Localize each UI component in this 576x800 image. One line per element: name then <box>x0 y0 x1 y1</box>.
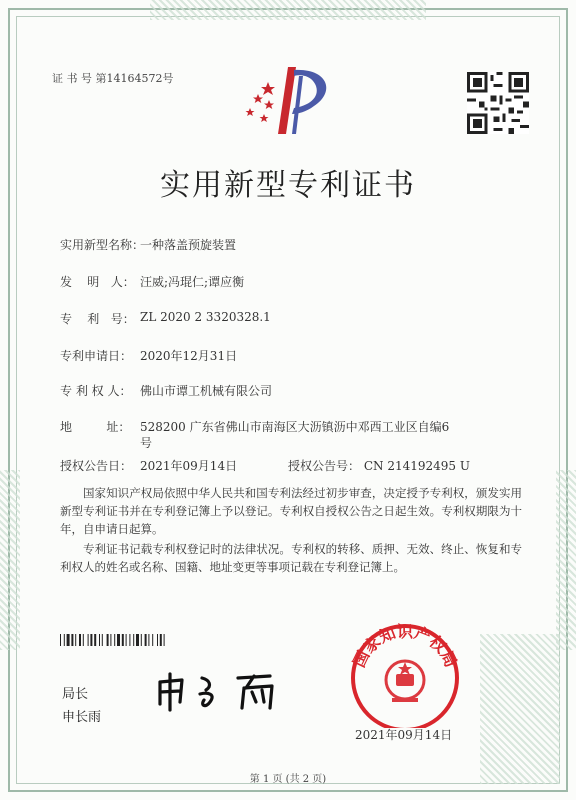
seal-text: 国家知识产权局 <box>349 622 461 671</box>
inventor-value: 汪威;冯琨仁;谭应衡 <box>140 275 245 289</box>
seal-date: 2021年09月14日 <box>355 728 453 742</box>
address-row <box>60 418 450 435</box>
certificate-number: 证 书 号 第14164572号 <box>52 72 174 85</box>
patent-holder-row <box>60 382 273 399</box>
bottom-right-ornament <box>480 634 560 784</box>
address-value: 528200 广东省佛山市南海区大沥镇沥中邓西工业区自编6 <box>140 420 450 434</box>
inventor-label: 发 明 人： <box>60 275 135 289</box>
director-title: 局长 <box>62 687 89 702</box>
grant-statement-paragraph: 国家知识产权局依照中华人民共和国专利法经过初步审查，决定授予专利权，颁发实用新型专利证书并在专利登记簿上予以登记。专利权自授权公告之日起生效。专利权期限为十年，自申请日起算。 <box>60 486 522 536</box>
patent-holder-value: 佛山市谭工机械有限公司 <box>140 384 273 398</box>
certificate-title: 实用新型专利证书 <box>160 168 416 203</box>
address-label: 地 址： <box>60 420 131 434</box>
patent-holder-label: 专 利 权 人： <box>60 384 132 398</box>
utility-model-name-label: 实用新型名称： <box>60 238 145 252</box>
barcode-icon <box>60 634 230 646</box>
patent-number-row <box>60 310 271 327</box>
application-date-value: 2020年12月31日 <box>140 349 238 363</box>
handwritten-signature <box>150 668 300 712</box>
utility-model-name-row <box>60 236 237 253</box>
grant-number-row <box>288 457 470 474</box>
grant-number-label: 授权公告号： <box>288 459 361 473</box>
patent-number-label: 专 利 号： <box>60 312 135 326</box>
grant-date-row <box>60 457 238 474</box>
application-date-row <box>60 347 238 364</box>
grant-date-label: 授权公告日： <box>60 459 133 473</box>
application-date-label: 专利申请日： <box>60 349 133 363</box>
left-ornament <box>0 470 20 650</box>
grant-number-value: CN 214192495 U <box>363 459 470 473</box>
top-ornament <box>150 0 426 20</box>
page-number: 第 1 页 (共 2 页) <box>249 774 327 785</box>
legal-status-paragraph: 专利证书记载专利权登记时的法律状况。专利权的转移、质押、无效、终止、恢复和专利权人的姓名或名称、国籍、地址变更等事项记载在专利登记簿上。 <box>60 542 522 574</box>
patent-office-logo-icon <box>236 62 346 142</box>
right-ornament <box>556 470 576 650</box>
patent-number-value: ZL 2020 2 3320328.1 <box>140 310 271 324</box>
address-value-line2: 号 <box>140 436 153 450</box>
qr-code-icon <box>467 72 529 134</box>
grant-date-value: 2021年09月14日 <box>140 459 238 473</box>
director-name: 申长雨 <box>62 710 102 725</box>
inventor-row <box>60 273 245 290</box>
utility-model-name-value: 一种落盖预旋装置 <box>140 238 237 252</box>
official-seal-icon <box>340 618 470 728</box>
